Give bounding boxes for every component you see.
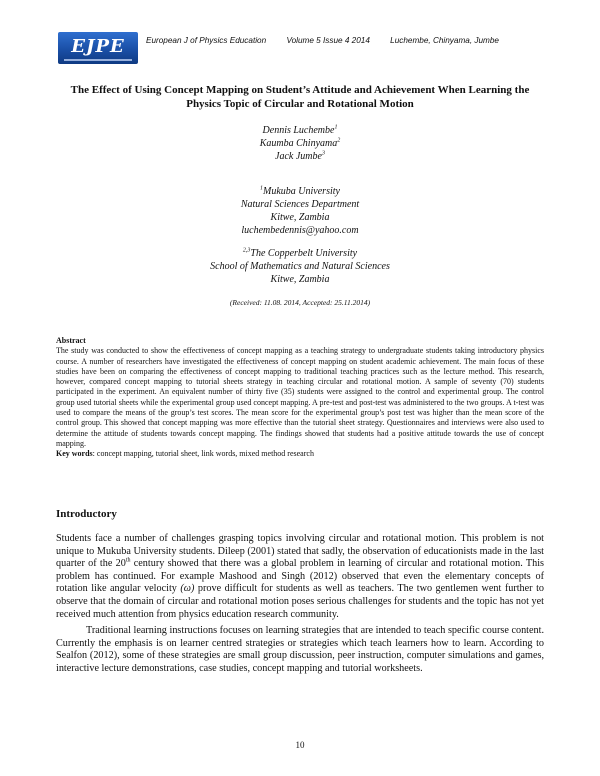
affiliation-2: $^{2,3}$The Copperbelt University School of Mathematics and Natural Sciences Kitwe, Zambia	[210, 247, 390, 285]
author-list	[0, 124, 600, 163]
paper-title: The Effect of Using Concept Mapping on Student’s Attitude and Achievement When Learning the Physics Topic of Circular and Rotational Motion	[70, 84, 530, 110]
affiliation-1: $^1$Mukuba University Natural Sciences Department Kitwe, Zambia luchembedennis@yahoo.com	[0, 185, 600, 237]
logo-underline	[64, 59, 132, 61]
abstract-heading: Abstract	[56, 336, 86, 345]
running-header	[146, 36, 517, 45]
author-email: luchembedennis@yahoo.com	[241, 225, 359, 236]
journal-logo	[58, 32, 138, 64]
paragraph-1: Students face a number of challenges grasping topics involving circular and rotational motion. This problem is not unique to Mukuba University students. Dileep (2001) stated that sadly, the observation of educationists made in the last quarter of the 20th century showed that there was a global problem in learning of circular and rotational motion. This problem has continued. For example Mashood and Singh (2012) observed that even the elementary concepts of rotation like angular velocity (ω) prove difficult for students as well as teachers. The two gentlemen went further to observe that the domain of circular and rotational motion poses serious challenges for students and the topic has not yet received much attention from physics education research community.	[56, 533, 545, 620]
keywords: Key words: concept mapping, tutorial sheet, link words, mixed method research	[56, 449, 314, 459]
introduction-body	[56, 533, 544, 676]
journal-name: European J of Physics Education	[146, 36, 267, 45]
author-1: Dennis Luchembe$^1$	[262, 124, 338, 136]
logo-text: EJPE	[71, 36, 125, 57]
paragraph-2: Traditional learning instructions focuses on learning strategies that are intended to teach specific course content. Currently the emphasis is on learner centred strategies or strategies which teach learners how to learn. According to Sealfon (2012), some of these strategies are small group discussion, peer instruction, computer simulations and games, interactive lecture demonstrations, case studies, concept mapping and tutorial worksheets.	[56, 625, 544, 674]
abstract-section	[56, 336, 544, 460]
section-heading-introductory: Introductory	[56, 508, 117, 520]
page-number: 10	[295, 740, 305, 750]
running-authors: Luchembe, Chinyama, Jumbe	[390, 36, 499, 45]
page-header	[58, 30, 558, 70]
journal-volume: Volume 5 Issue 4 2014	[286, 36, 370, 45]
author-3: Jack Jumbe$^3$	[275, 150, 325, 162]
author-2: Kaumba Chinyama$^2$	[259, 137, 341, 149]
received-accepted-dates: (Received: 11.08. 2014, Accepted: 25.11.2014)	[229, 298, 371, 307]
abstract-text: The study was conducted to show the effectiveness of concept mapping as a teaching strategy to undergraduate students taking introductory physics course. A number of researchers have investigated the effectiveness of concept mapping on student academic achievement. The main focus of these studies have been on comparing the effectiveness of concept mapping to traditional teaching practices such as the lecture method. This research, however, compared concept mapping to tutorial sheets strategy in teaching circular and rotational motion. A sample of seventy (70) students participated in the experiment. An equivalent number of thirty five (35) students were assigned to the control and experimental group. The control group used tutorial sheets while the experimental group used concept mapping. A pre-test and post-test was administered to the two groups. A t-test was used to compare the means of the group’s test scores. The mean score for the experimental group’s post test was higher than the mean score of the control group. This showed that concept mapping was more effective than the tutorial sheet strategy. Questionnaires and interviews were also used to determine the attitude of students towards concept mapping. The findings showed that students had a positive attitude towards the use of concept mapping.	[56, 346, 544, 448]
